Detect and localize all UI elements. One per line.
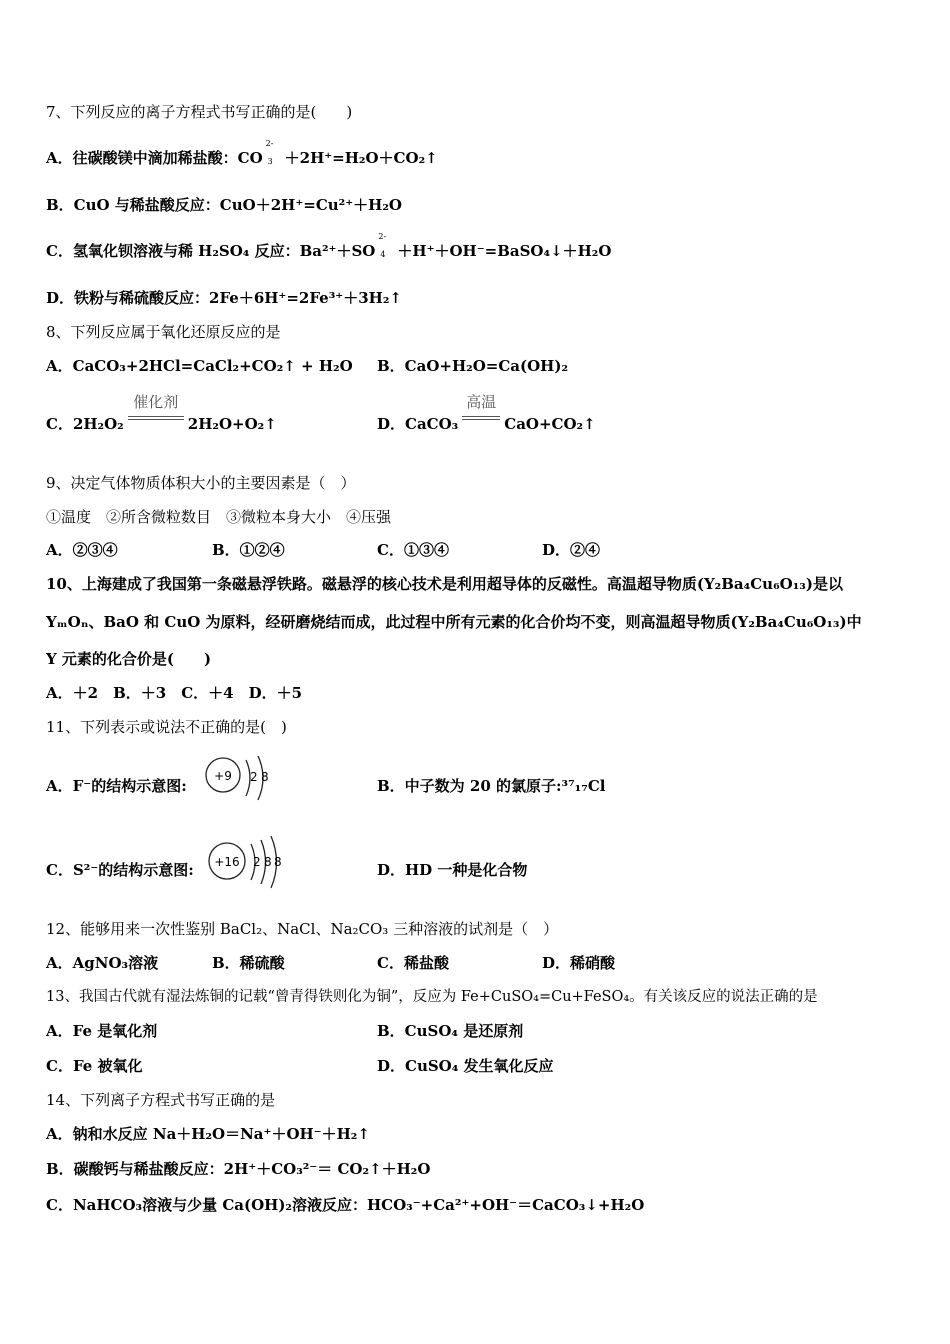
q13-option-c: C．Fe 被氧化 xyxy=(46,1057,143,1075)
sulfide-ion-structure-diagram xyxy=(206,834,286,890)
q10-line-1: 10、上海建成了我国第一条磁悬浮铁路。磁悬浮的核心技术是利用超导体的反磁性。高温超导物质(Y₂Ba₄Cu₆O₁₃)是以 xyxy=(46,575,843,593)
q7-option-b: B．CuO 与稀盐酸反应：CuO＋2H⁺=Cu²⁺＋H₂O xyxy=(46,196,402,214)
q8-c-condition xyxy=(126,393,186,434)
q8-option-a: A．CaCO₃+2HCl=CaCl₂+CO₂↑ + H₂O xyxy=(46,357,353,375)
q11-option-d: D．HD 一种是化合物 xyxy=(377,861,528,879)
q13-option-b: B．CuSO₄ 是还原剂 xyxy=(377,1022,524,1040)
q7-stem: 7、下列反应的离子方程式书写正确的是( ) xyxy=(46,103,353,121)
q7-option-a xyxy=(46,139,438,168)
q12-stem: 12、能够用来一次性鉴别 BaCl₂、NaCl、Na₂CO₃ 三种溶液的试剂是（ ） xyxy=(46,920,559,938)
q8-c-right: 2H₂O+O₂↑ xyxy=(187,415,277,433)
q7-option-c xyxy=(46,232,612,261)
q12-option-a: A．AgNO₃溶液 xyxy=(46,954,159,972)
q7-c-text: C．氢氧化钡溶液与稀 H₂SO₄ 反应：Ba²⁺＋SO xyxy=(46,242,376,260)
q8-option-b: B．CaO+H₂O=Ca(OH)₂ xyxy=(377,357,569,375)
q7-a-number: 3 xyxy=(267,157,273,166)
q9-option-c: C．①③④ xyxy=(377,541,449,559)
q14-option-c: C．NaHCO₃溶液与少量 Ca(OH)₂溶液反应：HCO₃⁻+Ca²⁺+OH⁻＝CaCO₃↓+H₂O xyxy=(46,1196,645,1214)
fluoride-shell-1-electrons: 2 xyxy=(250,770,258,784)
q13-stem: 13、我国古代就有湿法炼铜的记载“曾青得铁则化为铜”，反应为 Fe+CuSO₄=Cu+FeSO₄。有关该反应的说法正确的是 xyxy=(46,989,818,1005)
q7-c-text-rest: ＋H⁺＋OH⁻=BaSO₄↓＋H₂O xyxy=(397,242,612,260)
q9-factors: ①温度 ②所含微粒数目 ③微粒本身大小 ④压强 xyxy=(46,508,392,526)
q7-a-text: A．往碳酸镁中滴加稀盐酸：CO xyxy=(46,149,263,167)
q11-option-b: B．中子数为 20 的氯原子:³⁷₁₇Cl xyxy=(377,777,606,795)
q13-option-a: A．Fe 是氧化剂 xyxy=(46,1022,158,1040)
fluoride-shell-2-electrons: 8 xyxy=(261,770,269,784)
q8-d-left: D．CaCO₃ xyxy=(377,415,459,433)
q8-option-c xyxy=(46,393,277,434)
q7-a-text-rest: ＋2H⁺=H₂O＋CO₂↑ xyxy=(284,149,438,167)
q9-option-d: D．②④ xyxy=(542,541,601,559)
q14-stem: 14、下列离子方程式书写正确的是 xyxy=(46,1091,276,1109)
sulfide-shell-1-electrons: 2 xyxy=(253,855,261,869)
q11-option-c: C．S²⁻的结构示意图: xyxy=(46,861,194,879)
q8-c-left: C．2H₂O₂ xyxy=(46,415,124,433)
q8-d-right: CaO+CO₂↑ xyxy=(504,415,596,433)
q8-option-d xyxy=(377,393,596,434)
q8-c-catalyst-label: 催化剂 xyxy=(133,393,179,411)
q11-option-a: A．F⁻的结构示意图: xyxy=(46,777,187,795)
q7-option-d: D．铁粉与稀硫酸反应：2Fe＋6H⁺=2Fe³⁺＋3H₂↑ xyxy=(46,289,402,307)
q8-stem: 8、下列反应属于氧化还原反应的是 xyxy=(46,323,281,341)
q14-option-a: A．钠和水反应 Na＋H₂O＝Na⁺＋OH⁻＋H₂↑ xyxy=(46,1125,370,1143)
q10-options: A．＋2 B．＋3 C．＋4 D．＋5 xyxy=(46,684,303,702)
q8-d-condition xyxy=(460,393,502,434)
fluoride-nucleus-label: +9 xyxy=(214,769,232,783)
q13-option-d: D．CuSO₄ 发生氧化反应 xyxy=(377,1057,554,1075)
q8-d-heat-label: 高温 xyxy=(466,393,497,411)
q12-option-d: D．稀硝酸 xyxy=(542,954,616,972)
q10-line-3: Y 元素的化合价是( ) xyxy=(46,650,212,668)
q7-a-charge: 2- xyxy=(265,139,274,148)
q10-line-2: YₘOₙ、BaO 和 CuO 为原料，经研磨烧结而成，此过程中所有元素的化合价均不变，则高温超导物质(Y₂Ba₄Cu₆O₁₃)中 xyxy=(46,613,862,631)
sulfide-shell-3-electrons: 8 xyxy=(274,855,282,869)
q14-option-b: B．碳酸钙与稀盐酸反应：2H⁺＋CO₃²⁻＝ CO₂↑＋H₂O xyxy=(46,1160,431,1178)
q9-option-b: B．①②④ xyxy=(212,541,285,559)
q12-option-b: B．稀硫酸 xyxy=(212,954,285,972)
q9-option-a: A．②③④ xyxy=(46,541,118,559)
sulfide-shell-2-electrons: 8 xyxy=(264,855,272,869)
sulfide-nucleus-label: +16 xyxy=(214,855,240,869)
q12-option-c: C．稀盐酸 xyxy=(377,954,449,972)
q9-stem: 9、决定气体物质体积大小的主要因素是（ ） xyxy=(46,474,356,492)
q7-c-charge: 2- xyxy=(378,232,387,241)
fluoride-ion-structure-diagram xyxy=(202,754,272,804)
q11-stem: 11、下列表示或说法不正确的是( ) xyxy=(46,718,287,736)
q7-c-number: 4 xyxy=(380,250,386,259)
